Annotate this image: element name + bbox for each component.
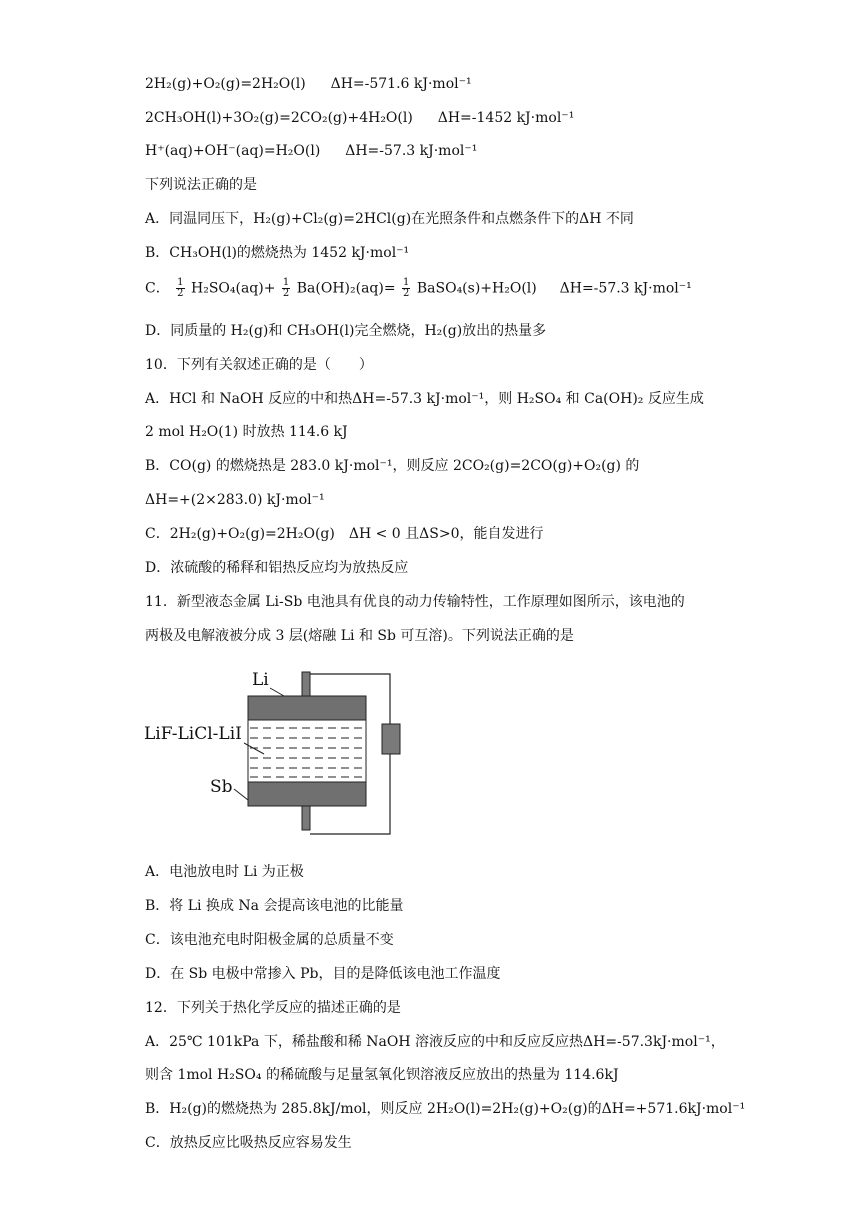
equation-3 (145, 141, 477, 161)
q11-option-c: C．该电池充电时阳极金属的总质量不变 (145, 932, 394, 948)
q11-option-d: D．在 Sb 电极中常掺入 Pb，目的是降低该电池工作温度 (145, 966, 501, 982)
fraction: $\frac{1}{2}$ (403, 277, 410, 299)
equation-1-text: 2H₂(g)+O₂(g)=2H₂O(l) (145, 76, 306, 92)
q9-option-c-term2: Ba(OH)₂(aq)= (296, 280, 396, 297)
li-leader (270, 688, 284, 696)
q9-option-c-prefix: C． (145, 280, 170, 297)
equation-1 (145, 74, 472, 94)
load-resistor (382, 724, 400, 754)
q9-option-c-term1: H₂SO₄(aq)+ (191, 280, 276, 297)
q9-option-c (145, 278, 692, 299)
q11-stem-line2: 两极及电解液被分成 3 层(熔融 Li 和 Sb 可互溶)。下列说法正确的是 (145, 628, 574, 644)
q11-option-b: B．将 Li 换成 Na 会提高该电池的比能量 (145, 898, 404, 914)
q11-option-a: A．电池放电时 Li 为正极 (145, 864, 304, 880)
li-label: Li (252, 670, 269, 690)
electrolyte-label: LiF-LiCl-LiI (144, 724, 242, 744)
sb-label: Sb (210, 777, 233, 797)
q12-option-b: B．H₂(g)的燃烧热为 285.8kJ/mol，则反应 2H₂O(l)=2H₂(g)+O₂(g)的ΔH=+571.6kJ·mol⁻¹ (145, 1101, 746, 1117)
q12-option-a-line1: A．25℃ 101kPa 下，稀盐酸和稀 NaOH 溶液反应的中和反应反应热ΔH=-57.3kJ·mol⁻¹， (145, 1034, 725, 1050)
equation-3-text: H⁺(aq)+OH⁻(aq)=H₂O(l) (145, 143, 321, 159)
q10-option-d: D．浓硫酸的稀释和铝热反应均为放热反应 (145, 560, 409, 576)
q11-stem-line1: 11．新型液态金属 Li-Sb 电池具有优良的动力传输特性，工作原理如图所示，该电池的 (145, 594, 685, 610)
li-layer (248, 696, 366, 720)
q10-option-a-line2: 2 mol H₂O(1) 时放热 114.6 kJ (145, 424, 348, 440)
sb-leader (234, 789, 248, 800)
q9-option-a: A．同温同压下，H₂(g)+Cl₂(g)=2HCl(g)在光照条件和点燃条件下的ΔH 不同 (145, 211, 634, 227)
sb-layer (248, 782, 366, 806)
q9-option-c-term3: BaSO₄(s)+H₂O(l) (416, 280, 537, 297)
q12-option-c: C．放热反应比吸热反应容易发生 (145, 1135, 352, 1151)
equation-2 (145, 108, 574, 128)
fraction: $\frac{1}{2}$ (177, 277, 184, 299)
equation-1-dh: ΔH=-571.6 kJ·mol⁻¹ (330, 76, 472, 92)
top-terminal (302, 672, 310, 696)
equation-3-dh: ΔH=-57.3 kJ·mol⁻¹ (345, 143, 478, 159)
q9-option-c-dh: ΔH=-57.3 kJ·mol⁻¹ (559, 280, 692, 297)
q10-option-a-line1: A．HCl 和 NaOH 反应的中和热ΔH=-57.3 kJ·mol⁻¹，则 H₂SO₄ 和 Ca(OH)₂ 反应生成 (145, 391, 704, 407)
q10-option-c: C．2H₂(g)+O₂(g)=2H₂O(g) ΔH < 0 且ΔS>0，能自发进行 (145, 526, 544, 542)
fraction: $\frac{1}{2}$ (282, 277, 290, 299)
q9-stem: 下列说法正确的是 (145, 177, 257, 193)
q9-option-b: B．CH₃OH(l)的燃烧热为 1452 kJ·mol⁻¹ (145, 245, 410, 261)
q10-stem: 10．下列有关叙述正确的是（ ） (145, 357, 373, 373)
q10-option-b-line1: B．CO(g) 的燃烧热是 283.0 kJ·mol⁻¹，则反应 2CO₂(g)=2CO(g)+O₂(g) 的 (145, 458, 640, 474)
equation-2-text: 2CH₃OH(l)+3O₂(g)=2CO₂(g)+4H₂O(l) (145, 110, 413, 126)
bottom-terminal (302, 806, 310, 830)
q10-option-b-line2: ΔH=+(2×283.0) kJ·mol⁻¹ (145, 492, 325, 508)
q12-option-a-line2: 则含 1mol H₂SO₄ 的稀硫酸与足量氢氧化钡溶液反应放出的热量为 114.6kJ (145, 1067, 619, 1083)
equation-2-dh: ΔH=-1452 kJ·mol⁻¹ (437, 110, 575, 126)
battery-diagram (140, 656, 420, 846)
q12-stem: 12．下列关于热化学反应的描述正确的是 (145, 1000, 401, 1016)
q9-option-d: D．同质量的 H₂(g)和 CH₃OH(l)完全燃烧，H₂(g)放出的热量多 (145, 323, 547, 339)
electrolyte-layer (248, 720, 366, 782)
